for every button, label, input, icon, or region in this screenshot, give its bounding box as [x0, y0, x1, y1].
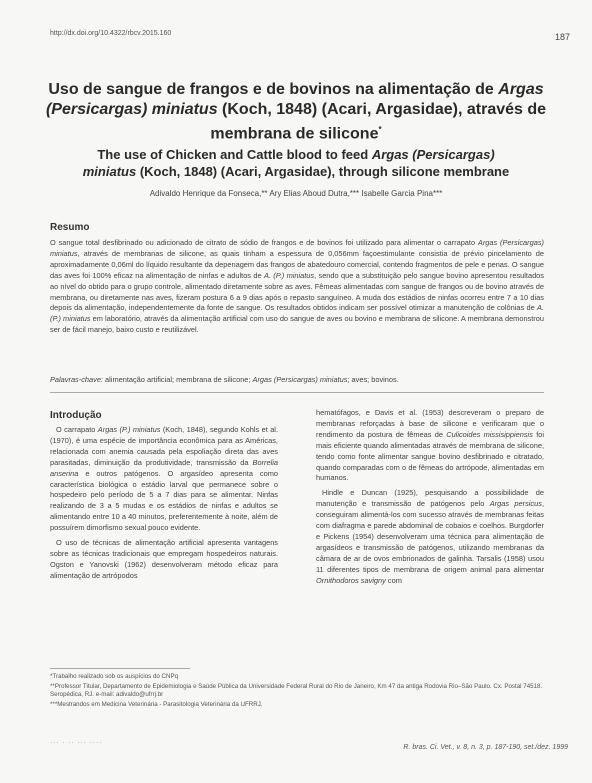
title-pt-genus: Argas: [498, 81, 544, 98]
abstract-part2: , através de membranas de silicone, as quais tinham a espessura de 0,056mm façoestimulante consistia de prévio pincelamento de aproximadamente 0,06ml do líquido resultante da depenagem das frangos de abatedouro comercial, contendo fragmentos de pele e penas. O sangue das aves foi 100% eficaz na alimentação de ninfas e adultos de: [50, 248, 544, 280]
abstract-part1: O sangue total desfibrinado ou adicionado de citrato de sódio de frangos e de bovinos foi utilizado para alimentar o carrapato: [50, 238, 478, 247]
title-en-line1: The use of Chicken and Cattle blood to feed: [97, 147, 372, 162]
intro-paragraph-2: O uso de técnicas de alimentação artificial apresenta vantagens sobre as técnicas tradicionais que empregam hospedeiros naturais. Ogston e Yanovski (1962) desenvolveram método eficaz para alimentação de artrópodos: [50, 538, 278, 580]
intro-p1-species: Argas (P.) miniatus: [97, 425, 161, 434]
intro-p1-a: O carrapato: [56, 425, 98, 434]
keywords-part1: alimentação artificial; membrana de silicone;: [103, 375, 253, 384]
title-english: [52, 146, 540, 180]
intro-p4-a: Hindle e Duncan (1925), pesquisando a possibilidade de manutenção e transmissão de patógenos pelo: [316, 488, 544, 509]
intro-p3-a: hematófagos, e Davis et al. (1953) descreveram o preparo de membranas reforçadas à base de silicone e verificaram que o rendimento da postura de fêmeas de: [316, 408, 544, 439]
intro-left-column: [50, 425, 278, 586]
abstract-species1: Argas (Persicargas) miniatus: [50, 238, 544, 258]
footnote-3: ***Mestrandos em Medicina Veterinária - Parasitologia Veterinária da UFRRJ.: [50, 701, 263, 709]
intro-p4-b: , conseguiram alimentá-los com sucesso através de membranas feitas com diafragma e parede abdominal de cobaios e coelhos. Burgdorfer e Pickens (1954) desenvolveram uma técnica para alimentação de argasídeos e transmissão de patógenos, utilizando membranas da câmara de ar de ovos embrionados de galinha. Tarsalis (1958) usou 11 diferentes tipos de membrana de origem animal para alimentar: [316, 499, 544, 574]
footer-marks: ··· · ·· ··· ····: [50, 739, 103, 746]
intro-p1-borrelia: Borrelia anserina: [50, 457, 278, 478]
intro-p4-ornithodoros: Ornithodoros savigny: [316, 575, 386, 585]
abstract-part4: em laboratório, através da alimentação artificial com uso do sangue de aves ou bovino e membrana de silicone. A membrana demonstrou ser de fácil manejo, baixo custo e reutilizável.: [50, 314, 544, 335]
footnote-2: **Professor Titular, Departamento de Epidemiologia e Saúde Pública da Universidade Federal Rural do Rio de Janeiro, Km 47 da antiga Rodovia Rio–São Paulo. Cx. Postal 74518. Seropédica, RJ. e-mail: adivaldo@ufrrj.br: [50, 682, 543, 699]
keywords-label: Palavras-chave:: [50, 375, 103, 384]
footnote-divider: [50, 668, 190, 669]
keywords-species: Argas (Persicargas) miniatus: [252, 375, 348, 384]
intro-p3-b: foi mais eficiente quando alimentadas através de membrana de silicone, tendo como fonte alimentar sangue bovino desfibrinado e citratado, quando comparadas com o de fêmeas do artrópode, alimentadas em humanos.: [316, 429, 544, 483]
title-en-genus: Argas (Persicargas): [371, 147, 495, 162]
intro-p1-b: (Koch, 1848), segundo Kohls et al. (1970), é uma espécie de importância econômica para as Américas, relacionada com anemia causada pela espoliação direta das aves parasitadas, diminuição da produtividade, transmissão da: [50, 425, 279, 467]
intro-p3-culicoides: Culicoides missisippiensis: [446, 429, 533, 439]
abstract-species2: A. (P.) miniatus: [263, 270, 315, 280]
journal-citation: R. bras. Ci. Vet., v. 8, n. 3, p. 187-190, set./dez. 1999: [403, 744, 568, 751]
intro-p4-argas: Argas persicus: [489, 499, 542, 509]
authors: Adivaldo Henrique da Fonseca,** Ary Elias Aboud Dutra,*** Isabelle Garcia Pina***: [149, 189, 443, 198]
intro-heading: Introdução: [50, 410, 102, 421]
title-pt-species: (Persicargas) miniatus: [45, 101, 218, 118]
title-en-species: miniatus: [82, 164, 137, 179]
intro-p1-c: e outros patógenos. O argasídeo apresenta como característica biológica o estádio larval que permanece sobre o hospedeiro pelo período de 5 a 7 dias para se alimentar. Ninfas realizando de 3 a 5 mudas e os estádios de ninfas e adultos se alimentando entre 10 a 40 minutos, preferentemente à noite, além de possuírem dimorfismo sexual pouco evidente.: [50, 468, 278, 533]
intro-p4-c: com: [385, 575, 402, 585]
title-pt-line2: (Koch, 1848) (Acari, Argasidae), através de: [217, 101, 547, 118]
abstract-species3: A. (P.) miniatus: [50, 303, 544, 324]
intro-paragraph-4: [316, 488, 544, 586]
title-pt-line1: Uso de sangue de frangos e de bovinos na alimentação de: [48, 81, 499, 98]
doi-link[interactable]: http://dx.doi.org/10.4322/rbcv.2015.160: [50, 30, 172, 37]
intro-paragraph-3: [316, 408, 544, 484]
title-pt-line3: membrana de silicone: [210, 125, 379, 143]
footnotes: [50, 673, 544, 711]
keywords-part2: ; aves; bovinos.: [347, 375, 399, 384]
title-en-line2: (Koch, 1848) (Acari, Argasidae), through silicone membrane: [136, 164, 510, 179]
intro-right-column: [316, 408, 544, 591]
abstract-part3: , sendo que a substituição pelo sangue bovino apresentou resultados ao nível do obtido para o grupo controle, alimentado diretamente sobre as aves. Fêmeas alimentadas com sangue de frangos ou de bovino através de membrana, ou diretamente nas aves, fizeram postura 6 a 9 dias após o repasto sanguíneo. A muda dos estádios de ninfas ocorreu entre 7 a 10 dias depois da alimentação, independentemente da fonte de sangue. Os resultados obtidos indicam ser possível otimizar a manutenção de colônias de: [50, 270, 544, 313]
footnote-1: *Trabalho realizado sob os auspícios do CNPq: [50, 673, 179, 680]
title-portuguese: [40, 80, 552, 144]
keywords: [50, 375, 544, 385]
intro-paragraph-1: [50, 425, 278, 534]
abstract-text: [50, 238, 544, 336]
resumo-heading: Resumo: [50, 222, 90, 233]
title-footnote-mark: *: [378, 125, 382, 134]
section-divider: [50, 392, 544, 393]
page-number: 187: [554, 32, 570, 42]
